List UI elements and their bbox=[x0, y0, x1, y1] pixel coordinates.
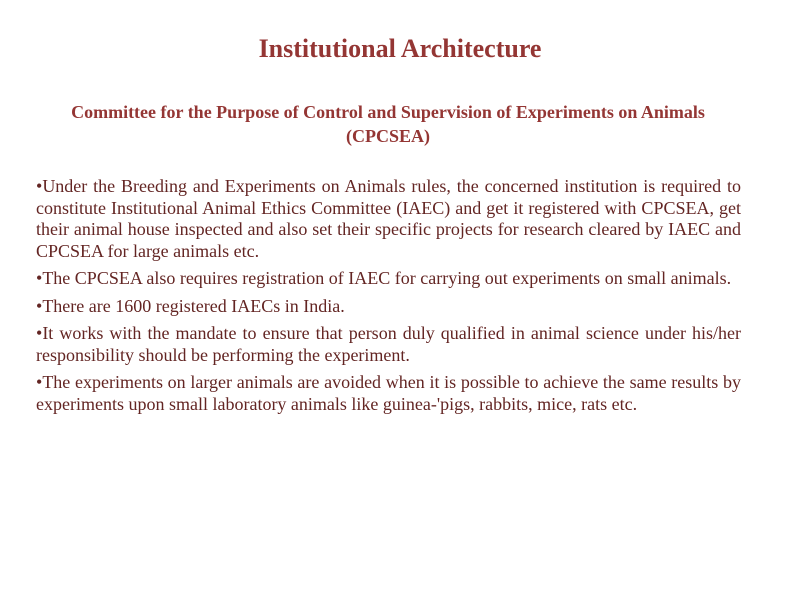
bullet-text: The experiments on larger animals are avoided when it is possible to achieve the same results by experiments upon small laboratory animals like guinea-'pigs, rabbits, mice, rats etc. bbox=[36, 372, 741, 414]
bullet-icon: • bbox=[36, 323, 43, 343]
bullet-item bbox=[36, 296, 741, 318]
bullet-item bbox=[36, 323, 741, 366]
bullet-item bbox=[36, 372, 741, 415]
slide-title: Institutional Architecture bbox=[258, 34, 542, 63]
bullet-icon: • bbox=[36, 268, 43, 288]
bullet-list bbox=[36, 176, 741, 421]
bullet-text: Under the Breeding and Experiments on Animals rules, the concerned institution is required to constitute Institutional Animal Ethics Committee (IAEC) and get it registered with CPCSEA, get their animal house inspected and also set their specific projects for research cleared by IAEC and CPCSEA for large animals etc. bbox=[36, 176, 741, 261]
bullet-item bbox=[36, 268, 741, 290]
bullet-text: The CPCSEA also requires registration of IAEC for carrying out experiments on small animals. bbox=[42, 268, 732, 288]
bullet-text: It works with the mandate to ensure that person duly qualified in animal science under his/her responsibility should be performing the experiment. bbox=[36, 323, 741, 365]
bullet-icon: • bbox=[36, 176, 43, 196]
bullet-item bbox=[36, 176, 741, 262]
bullet-icon: • bbox=[36, 372, 43, 392]
bullet-icon: • bbox=[36, 295, 43, 316]
slide-subtitle: Committee for the Purpose of Control and Supervision of Experiments on Animals (CPCSEA) bbox=[71, 102, 705, 146]
bullet-text: There are 1600 registered IAECs in India. bbox=[42, 295, 345, 316]
